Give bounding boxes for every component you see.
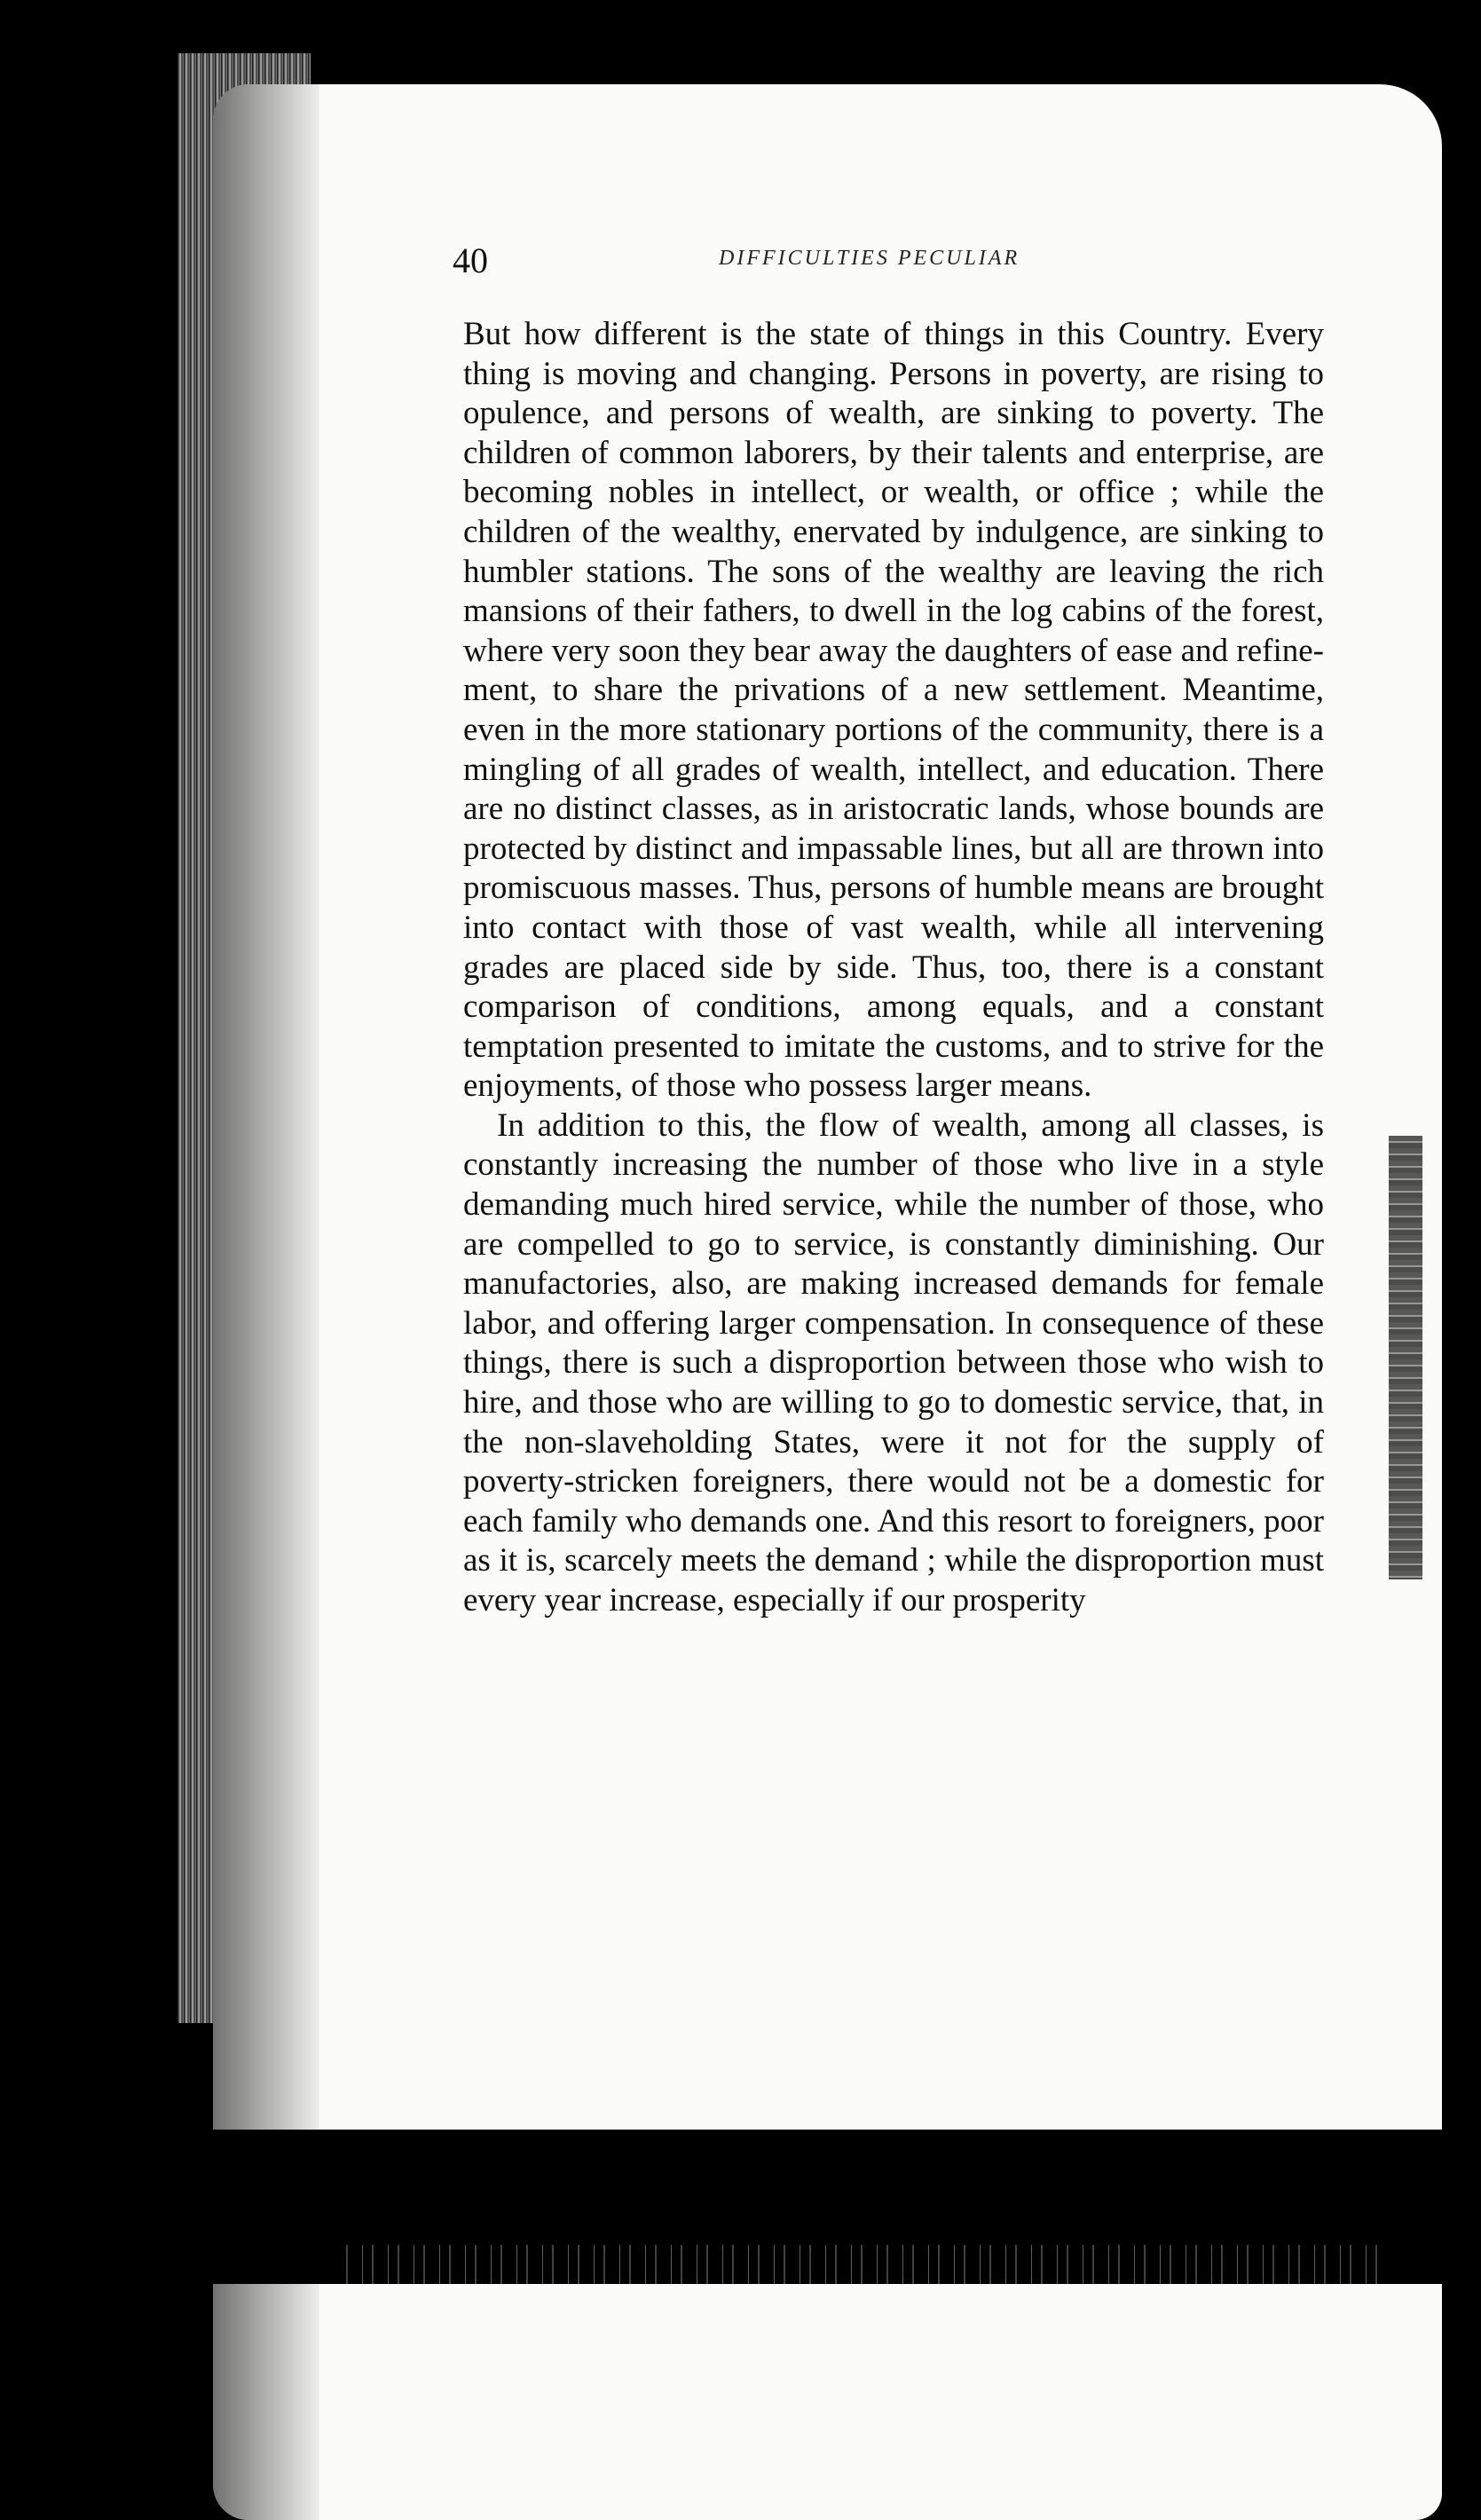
paragraph: But how different is the state of things in this Country. Every thing is moving and changing. Persons in poverty, are rising to opulence, and persons of wealth, are sinking to poverty. The children of common laborers, by their talents and enterprise, are becoming nobles in intellect, or wealth, or office ; while the children of the wealthy, enervated by indulgence, are sinking to humbler stations. The sons of the wealthy are leaving the rich mansions of their fathers, to dwell in the log cabins of the forest, where very soon they bear away the daughters of ease and refinement, to share the privations of a new settlement. Meantime, even in the more stationary portions of the community, there is a mingling of all grades of wealth, intellect, and education. There are no distinct classes, as in aristocratic lands, whose bounds are protected by distinct and impassable lines, but all are thrown into promiscuous masses. Thus, persons of humble means are brought into contact with those of vast wealth, while all intervening grades are placed side by side. Thus, too, there is a constant comparison of conditions, among equals, and a constant temptation presented to imitate the customs, and to strive for the enjoyments, of those who possess larger means. [463,316,1324,1105]
page-number: 40 [453,240,488,280]
paragraph: In addition to this, the flow of wealth, among all classes, is constantly increasing the number of those who live in a style demanding much hired service, while the number of those, who are compelled to go to service, is constantly diminishing. Our manufactories, also, are making increased demands for female labor, and offering larger compensation. In consequence of these things, there is such a disproportion between those who wish to hire, and those who are willing to go to domestic service, that, in the non-slaveholding States, were it not for the supply of poverty-stricken foreigners, there would not be a domestic for each family who demands one. And this resort to foreigners, poor as it is, scarcely meets the demand ; while the disproportion must every year increase, especially if our prosperity [463,1106,1324,1618]
running-head: DIFFICULTIES PECULIAR [719,247,1020,270]
page-header [453,240,1340,293]
scan-noise [337,2245,1384,2284]
binding-shadow [1389,1136,1422,1579]
body-text [463,315,1324,1621]
